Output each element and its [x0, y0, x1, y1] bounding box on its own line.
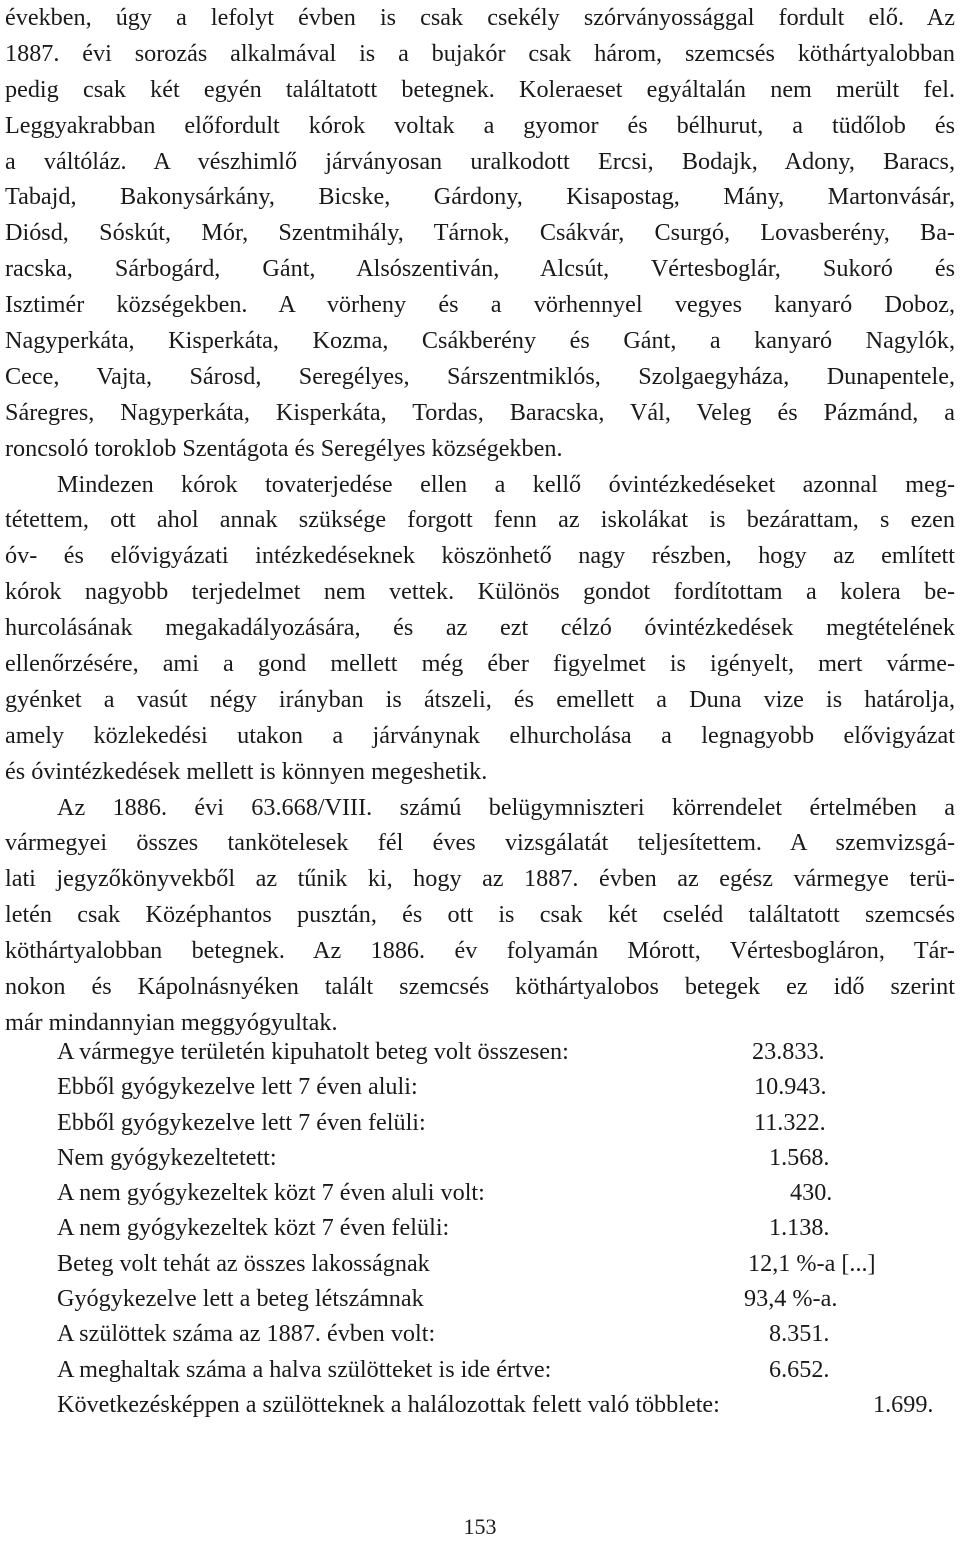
stat-row [57, 1175, 957, 1210]
text-line: Tabajd, Bakonysárkány, Bicske, Gárdony, Kisapostag, Mány, Martonvásár, [5, 183, 955, 211]
text-line: racska, Sárbogárd, Gánt, Alsószentiván, Alcsút, Vértesboglár, Sukoró és [5, 255, 955, 283]
stat-label: A nem gyógykezeltek közt 7 éven felüli: [57, 1214, 450, 1242]
text-line: a váltóláz. A vészhimlő járványosan uralkodott Ercsi, Bodajk, Adony, Baracs, [5, 147, 955, 175]
text-line: Cece, Vajta, Sárosd, Seregélyes, Sárszentmiklós, Szolgaegyháza, Dunapentele, [5, 362, 955, 390]
stat-value: 1.138. [769, 1214, 830, 1242]
text-line: ellenőrzésére, ami a gond mellett még éber figyelmet is igényelt, mert várme- [5, 650, 955, 678]
text-line: Sáregres, Nagyperkáta, Kisperkáta, Tordas, Baracska, Vál, Veleg és Pázmánd, a [5, 398, 955, 426]
stat-row [57, 1210, 957, 1245]
stat-row [57, 1352, 957, 1387]
stat-row [57, 1316, 957, 1351]
stat-value: 23.833. [752, 1038, 825, 1065]
stat-value: 11.322. [754, 1108, 826, 1136]
stat-label: Ebből gyógykezelve lett 7 éven aluli: [57, 1073, 418, 1101]
stat-label: Beteg volt tehát az összes lakosságnak [57, 1249, 430, 1277]
stat-label: A szülöttek száma az 1887. évben volt: [57, 1320, 436, 1348]
stat-value: 10.943. [754, 1073, 827, 1101]
stat-value: 12,1 %-a [...] [748, 1249, 876, 1277]
text-line: roncsoló toroklob Szentágota és Seregélyes községekben. [5, 434, 563, 462]
text-line: és óvintézkedések mellett is könnyen megeshetik. [5, 757, 488, 785]
text-line: Nagyperkáta, Kisperkáta, Kozma, Csákberény és Gánt, a kanyaró Nagylók, [5, 327, 955, 355]
stat-label: Következésképpen a szülötteknek a halálozottak felett való többlete: [57, 1390, 720, 1418]
text-line: nokon és Kápolnásnyéken talált szemcsés köthártyalobos betegek ez idő szerint [5, 973, 955, 1001]
stat-label: A vármegye területén kipuhatolt beteg volt összesen: [57, 1038, 569, 1065]
text-line: Isztimér községekben. A vörheny és a vörhennyel vegyes kanyaró Doboz, [5, 291, 955, 319]
text-line: években, úgy a lefolyt évben is csak csekély szórványossággal fordult elő. Az [5, 4, 955, 31]
stat-value: 8.351. [769, 1320, 830, 1348]
stat-row [57, 1069, 957, 1104]
text-line: pedig csak két egyén találtatott betegnek. Koleraeset egyáltalán nem merült fel. [5, 75, 955, 103]
stat-value: 93,4 %-a. [744, 1285, 838, 1313]
paragraph [5, 0, 955, 467]
text-line: lati jegyzőkönyvekből az tűnik ki, hogy az 1887. évben az egész vármegye terü- [5, 865, 955, 893]
stat-value: 1.699. [873, 1390, 934, 1418]
paragraph [5, 790, 955, 1041]
text-line: óv- és elővigyázati intézkedéseknek köszönhető nagy részben, hogy az említett [5, 542, 955, 570]
text-line: Az 1886. évi 63.668/VIII. számú belügymniszteri körrendelet értelmében a [57, 793, 955, 821]
text-line: tétettem, ott ahol annak szüksége forgott fenn az iskolákat is bezárattam, s ezen [5, 506, 955, 534]
body-text [5, 0, 955, 1041]
stat-value: 430. [790, 1179, 833, 1207]
text-line: letén csak Középhantos pusztán, és ott is csak két cseléd találtatott szemcsés [5, 901, 955, 929]
stat-row [57, 1246, 957, 1281]
text-line: vármegyei összes tankötelesek fél éves vizsgálatát teljesítettem. A szemvizsgá- [5, 829, 955, 857]
text-line: 1887. évi sorozás alkalmával is a bujakór csak három, szemcsés köthártyalobban [5, 39, 955, 67]
text-line: kórok nagyobb terjedelmet nem vettek. Különös gondot fordítottam a kolera be- [5, 578, 955, 606]
text-line: Leggyakrabban előfordult kórok voltak a gyomor és bélhurut, a tüdőlob és [5, 111, 955, 139]
page-number: 153 [463, 1514, 497, 1539]
stat-label: A nem gyógykezeltek közt 7 éven aluli volt: [57, 1179, 485, 1207]
stat-row [57, 1387, 957, 1422]
text-line: Mindezen kórok tovaterjedése ellen a kellő óvintézkedéseket azonnal meg- [57, 470, 955, 498]
stat-row [57, 1105, 957, 1140]
stat-row [57, 1034, 957, 1069]
stat-value: 1.568. [769, 1143, 830, 1171]
text-line: gyénket a vasút négy irányban is átszeli, és emellett a Duna vize is határolja, [5, 685, 955, 713]
stat-row [57, 1281, 957, 1316]
paragraph [5, 467, 955, 790]
text-line: már mindannyian meggyógyultak. [5, 1008, 338, 1036]
text-line: hurcolásának megakadályozására, és az ezt célzó óvintézkedések megtételének [5, 614, 955, 642]
text-line: köthártyalobban betegnek. Az 1886. év folyamán Mórott, Vértesbogláron, Tár- [5, 937, 955, 965]
text-line: Diósd, Sóskút, Mór, Szentmihály, Tárnok, Csákvár, Csurgó, Lovasberény, Ba- [5, 219, 955, 247]
stat-row [57, 1140, 957, 1175]
stat-value: 6.652. [769, 1355, 830, 1383]
stat-label: Gyógykezelve lett a beteg létszámnak [57, 1285, 424, 1313]
stat-label: A meghaltak száma a halva szülötteket is ide értve: [57, 1355, 552, 1383]
stat-label: Ebből gyógykezelve lett 7 éven felüli: [57, 1108, 426, 1136]
text-line: amely közlekedési utakon a járványnak elhurcholása a legnagyobb elővigyázat [5, 721, 955, 749]
stat-label: Nem gyógykezeltetett: [57, 1143, 277, 1171]
statistics-table [57, 1034, 957, 1422]
